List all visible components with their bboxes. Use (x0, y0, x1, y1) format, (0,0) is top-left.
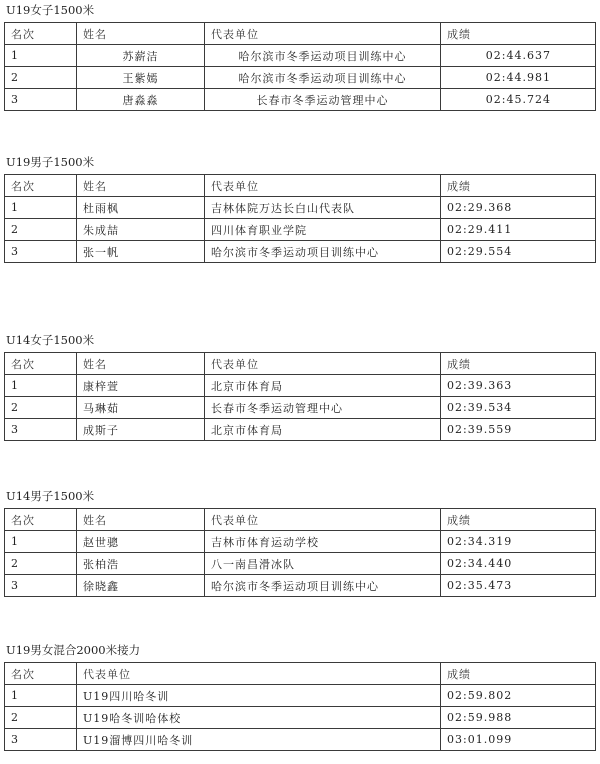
result-cell: 02:45.724 (441, 89, 596, 111)
unit-cell: U19哈冬训哈体校 (77, 707, 441, 729)
unit-cell: 长春市冬季运动管理中心 (205, 397, 441, 419)
header-name: 姓名 (77, 175, 205, 197)
name-cell: 马琳茹 (77, 397, 205, 419)
header-rank: 名次 (5, 663, 77, 685)
table-row (5, 419, 596, 441)
section-title: U19男子1500米 (6, 155, 95, 169)
unit-cell: 四川体育职业学院 (205, 219, 441, 241)
table-row (5, 45, 596, 67)
header-rank: 名次 (5, 23, 77, 45)
header-unit: 代表单位 (205, 353, 441, 375)
section-title: U14女子1500米 (6, 333, 95, 347)
rank-cell: 1 (5, 531, 77, 553)
unit-cell: 哈尔滨市冬季运动项目训练中心 (205, 575, 441, 597)
header-result: 成绩 (441, 509, 596, 531)
table-row (5, 707, 596, 729)
result-cell: 02:44.981 (441, 67, 596, 89)
header-unit: 代表单位 (205, 175, 441, 197)
result-cell: 02:35.473 (441, 575, 596, 597)
header-result: 成绩 (441, 353, 596, 375)
result-cell: 02:39.534 (441, 397, 596, 419)
header-rank: 名次 (5, 175, 77, 197)
header-result: 成绩 (441, 663, 596, 685)
unit-cell: U19溜博四川哈冬训 (77, 729, 441, 751)
name-cell: 张柏浩 (77, 553, 205, 575)
results-table (4, 508, 596, 597)
table-row (5, 89, 596, 111)
table-row (5, 241, 596, 263)
section-title: U19男女混合2000米接力 (6, 643, 141, 657)
header-unit: 代表单位 (77, 663, 441, 685)
result-cell: 02:29.554 (441, 241, 596, 263)
name-cell: 苏薪洁 (77, 45, 205, 67)
unit-cell: 吉林体院万达长白山代表队 (205, 197, 441, 219)
unit-cell: 哈尔滨市冬季运动项目训练中心 (205, 45, 441, 67)
table-row (5, 685, 596, 707)
name-cell: 杜雨枫 (77, 197, 205, 219)
table-header-row (5, 509, 596, 531)
rank-cell: 1 (5, 45, 77, 67)
table-row (5, 397, 596, 419)
unit-cell: U19四川哈冬训 (77, 685, 441, 707)
header-name: 姓名 (77, 23, 205, 45)
table-header-row (5, 175, 596, 197)
section-title: U19女子1500米 (6, 3, 95, 17)
result-cell: 02:34.440 (441, 553, 596, 575)
rank-cell: 2 (5, 553, 77, 575)
unit-cell: 八一南昌滑冰队 (205, 553, 441, 575)
header-rank: 名次 (5, 353, 77, 375)
name-cell: 成斯子 (77, 419, 205, 441)
rank-cell: 3 (5, 89, 77, 111)
rank-cell: 2 (5, 707, 77, 729)
result-cell: 02:59.988 (441, 707, 596, 729)
rank-cell: 3 (5, 729, 77, 751)
table-header-row (5, 23, 596, 45)
unit-cell: 吉林市体育运动学校 (205, 531, 441, 553)
name-cell: 朱成喆 (77, 219, 205, 241)
table-row (5, 219, 596, 241)
rank-cell: 3 (5, 241, 77, 263)
name-cell: 王紫嫣 (77, 67, 205, 89)
table-row (5, 531, 596, 553)
rank-cell: 1 (5, 685, 77, 707)
unit-cell: 北京市体育局 (205, 419, 441, 441)
rank-cell: 3 (5, 575, 77, 597)
table-row (5, 67, 596, 89)
result-cell: 02:29.368 (441, 197, 596, 219)
rank-cell: 1 (5, 197, 77, 219)
rank-cell: 2 (5, 397, 77, 419)
result-cell: 02:34.319 (441, 531, 596, 553)
unit-cell: 哈尔滨市冬季运动项目训练中心 (205, 241, 441, 263)
result-cell: 02:44.637 (441, 45, 596, 67)
result-cell: 02:39.559 (441, 419, 596, 441)
result-cell: 02:29.411 (441, 219, 596, 241)
header-result: 成绩 (441, 175, 596, 197)
header-rank: 名次 (5, 509, 77, 531)
name-cell: 赵世骢 (77, 531, 205, 553)
rank-cell: 3 (5, 419, 77, 441)
results-table (4, 352, 596, 441)
table-row (5, 553, 596, 575)
name-cell: 张一帆 (77, 241, 205, 263)
section-title: U14男子1500米 (6, 489, 95, 503)
result-cell: 03:01.099 (441, 729, 596, 751)
table-row (5, 197, 596, 219)
table-row (5, 375, 596, 397)
rank-cell: 2 (5, 67, 77, 89)
results-table (4, 174, 596, 263)
table-header-row (5, 353, 596, 375)
rank-cell: 1 (5, 375, 77, 397)
result-cell: 02:59.802 (441, 685, 596, 707)
name-cell: 唐淼淼 (77, 89, 205, 111)
unit-cell: 北京市体育局 (205, 375, 441, 397)
table-row (5, 575, 596, 597)
header-result: 成绩 (441, 23, 596, 45)
header-unit: 代表单位 (205, 509, 441, 531)
header-name: 姓名 (77, 353, 205, 375)
table-header-row (5, 663, 596, 685)
header-unit: 代表单位 (205, 23, 441, 45)
rank-cell: 2 (5, 219, 77, 241)
header-name: 姓名 (77, 509, 205, 531)
result-cell: 02:39.363 (441, 375, 596, 397)
unit-cell: 哈尔滨市冬季运动项目训练中心 (205, 67, 441, 89)
unit-cell: 长春市冬季运动管理中心 (205, 89, 441, 111)
table-row (5, 729, 596, 751)
name-cell: 康梓萱 (77, 375, 205, 397)
results-table (4, 662, 596, 751)
results-table (4, 22, 596, 111)
name-cell: 徐晓鑫 (77, 575, 205, 597)
